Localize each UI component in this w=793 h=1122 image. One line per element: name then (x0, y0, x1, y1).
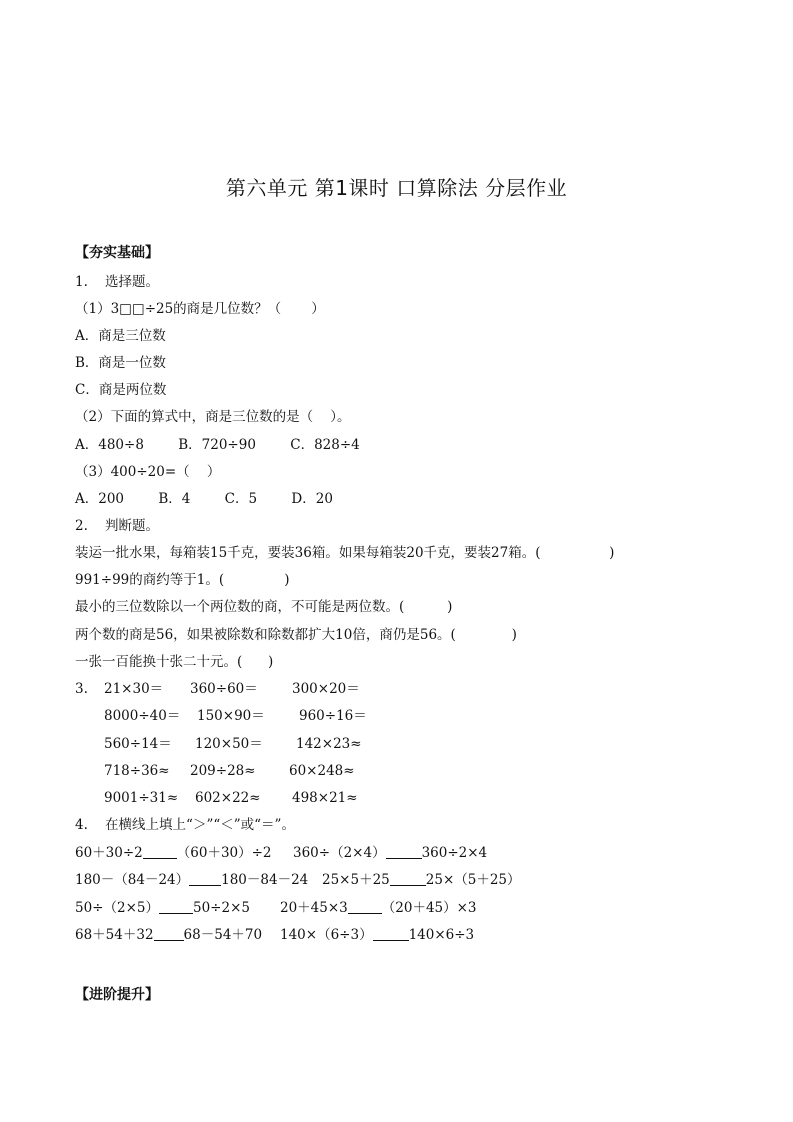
answer-blank[interactable] (159, 899, 193, 914)
q1-sub1-option-a: A．商是三位数 (75, 328, 166, 344)
q3-row (0, 789, 793, 807)
q4-right-expr: 25×（5＋25） (425, 872, 521, 888)
q3-calc: 150×90＝ (197, 708, 265, 724)
q3-calc: 9001÷31≈ (104, 790, 179, 806)
q1-sub2: （2）下面的算式中，商是三位数的是（ ）。 (75, 409, 351, 425)
answer-blank[interactable] (143, 844, 177, 859)
q3-calc: 498×21≈ (292, 790, 358, 806)
q3-calc: 60×248≈ (289, 763, 355, 779)
q4-comparison (75, 844, 272, 862)
q3-row (0, 762, 793, 780)
q2-item: 一张一百能换十张二十元。( ) (75, 654, 274, 670)
q4-right-expr: 50÷2×5 (192, 900, 250, 916)
q4-row (0, 926, 793, 944)
q4-left-expr: 180－（84－24） (75, 872, 190, 888)
q4-left-expr: 140×（6÷3） (280, 927, 373, 943)
q4-row (0, 899, 793, 917)
q2-item: 最小的三位数除以一个两位数的商，不可能是两位数。( ) (75, 599, 453, 615)
q3-calc: 360÷60＝ (190, 681, 258, 697)
q1-sub2-options: A．480÷8 B．720÷90 C．828÷4 (75, 437, 360, 453)
q4-comparison (280, 899, 477, 917)
q3-calc: 142×23≈ (296, 736, 362, 752)
q3-calc: 560÷14＝ (104, 736, 172, 752)
q2-item: 991÷99的商约等于1。( ) (75, 572, 290, 588)
q3-calc: 718÷36≈ (104, 763, 170, 779)
q4-comparison (75, 926, 262, 944)
q1-sub3: （3）400÷20=（ ） (75, 464, 221, 480)
q3-row (0, 707, 793, 725)
q1-sub3-options: A．200 B．4 C．5 D．20 (75, 491, 333, 507)
q3-row (0, 735, 793, 753)
q2-item: 装运一批水果，每箱装15千克，要装36箱。如果每箱装20千克，要装27箱。( ) (75, 545, 615, 561)
q4-comparison (293, 844, 487, 862)
q3-row (0, 680, 793, 698)
answer-blank[interactable] (373, 926, 409, 941)
q3-calc: 602×22≈ (195, 790, 261, 806)
q4-left-expr: 60＋30÷2 (75, 845, 143, 861)
page-title: 第六单元 第1课时 口算除法 分层作业 (225, 176, 568, 200)
q3-label: 3. (75, 681, 88, 697)
q4-right-expr: （20＋45）×3 (381, 900, 477, 916)
section-heading-advanced: 【进阶提升】 (75, 987, 159, 1003)
q4-right-expr: 140×6÷3 (408, 927, 475, 943)
q4-right-expr: 360÷2×4 (421, 845, 488, 861)
section-heading-basic: 【夯实基础】 (75, 245, 159, 261)
q4-left-expr: 50÷（2×5） (75, 900, 159, 916)
q2-label: 2. 判断题。 (75, 518, 160, 534)
q3-calc: 209÷28≈ (190, 763, 256, 779)
answer-blank[interactable] (154, 926, 184, 941)
answer-blank[interactable] (348, 899, 382, 914)
q4-row (0, 871, 793, 889)
q1-sub1-option-b: B．商是一位数 (75, 355, 166, 371)
q4-left-expr: 25×5＋25 (322, 872, 390, 888)
q1-sub1-option-c: C．商是两位数 (75, 382, 167, 398)
answer-blank[interactable] (189, 871, 221, 886)
q3-calc: 21×30＝ (104, 681, 164, 697)
q3-calc: 300×20＝ (292, 681, 360, 697)
q4-left-expr: 360÷（2×4） (293, 845, 386, 861)
answer-blank[interactable] (386, 844, 422, 859)
q4-label: 4. 在横线上填上“＞”“＜”或“＝”。 (75, 817, 295, 833)
q4-comparison (280, 926, 474, 944)
answer-blank[interactable] (390, 871, 426, 886)
q4-comparison (322, 871, 521, 889)
q4-comparison (75, 899, 250, 917)
q4-row (0, 844, 793, 862)
q3-calc: 8000÷40＝ (104, 708, 181, 724)
q4-right-expr: 180－84－24 (221, 872, 309, 888)
q2-item: 两个数的商是56，如果被除数和除数都扩大10倍，商仍是56。( ) (75, 627, 517, 643)
q4-right-expr: （60＋30）÷2 (176, 845, 272, 861)
q4-right-expr: 68－54＋70 (183, 927, 263, 943)
q3-calc: 960÷16＝ (299, 708, 367, 724)
q1-label: 1. 选择题。 (75, 274, 160, 290)
q4-comparison (75, 871, 308, 889)
q1-sub1: （1）3□□÷25的商是几位数？（ ） (75, 301, 325, 317)
q4-left-expr: 68＋54＋32 (75, 927, 154, 943)
q3-calc: 120×50＝ (195, 736, 263, 752)
q4-left-expr: 20＋45×3 (280, 900, 348, 916)
